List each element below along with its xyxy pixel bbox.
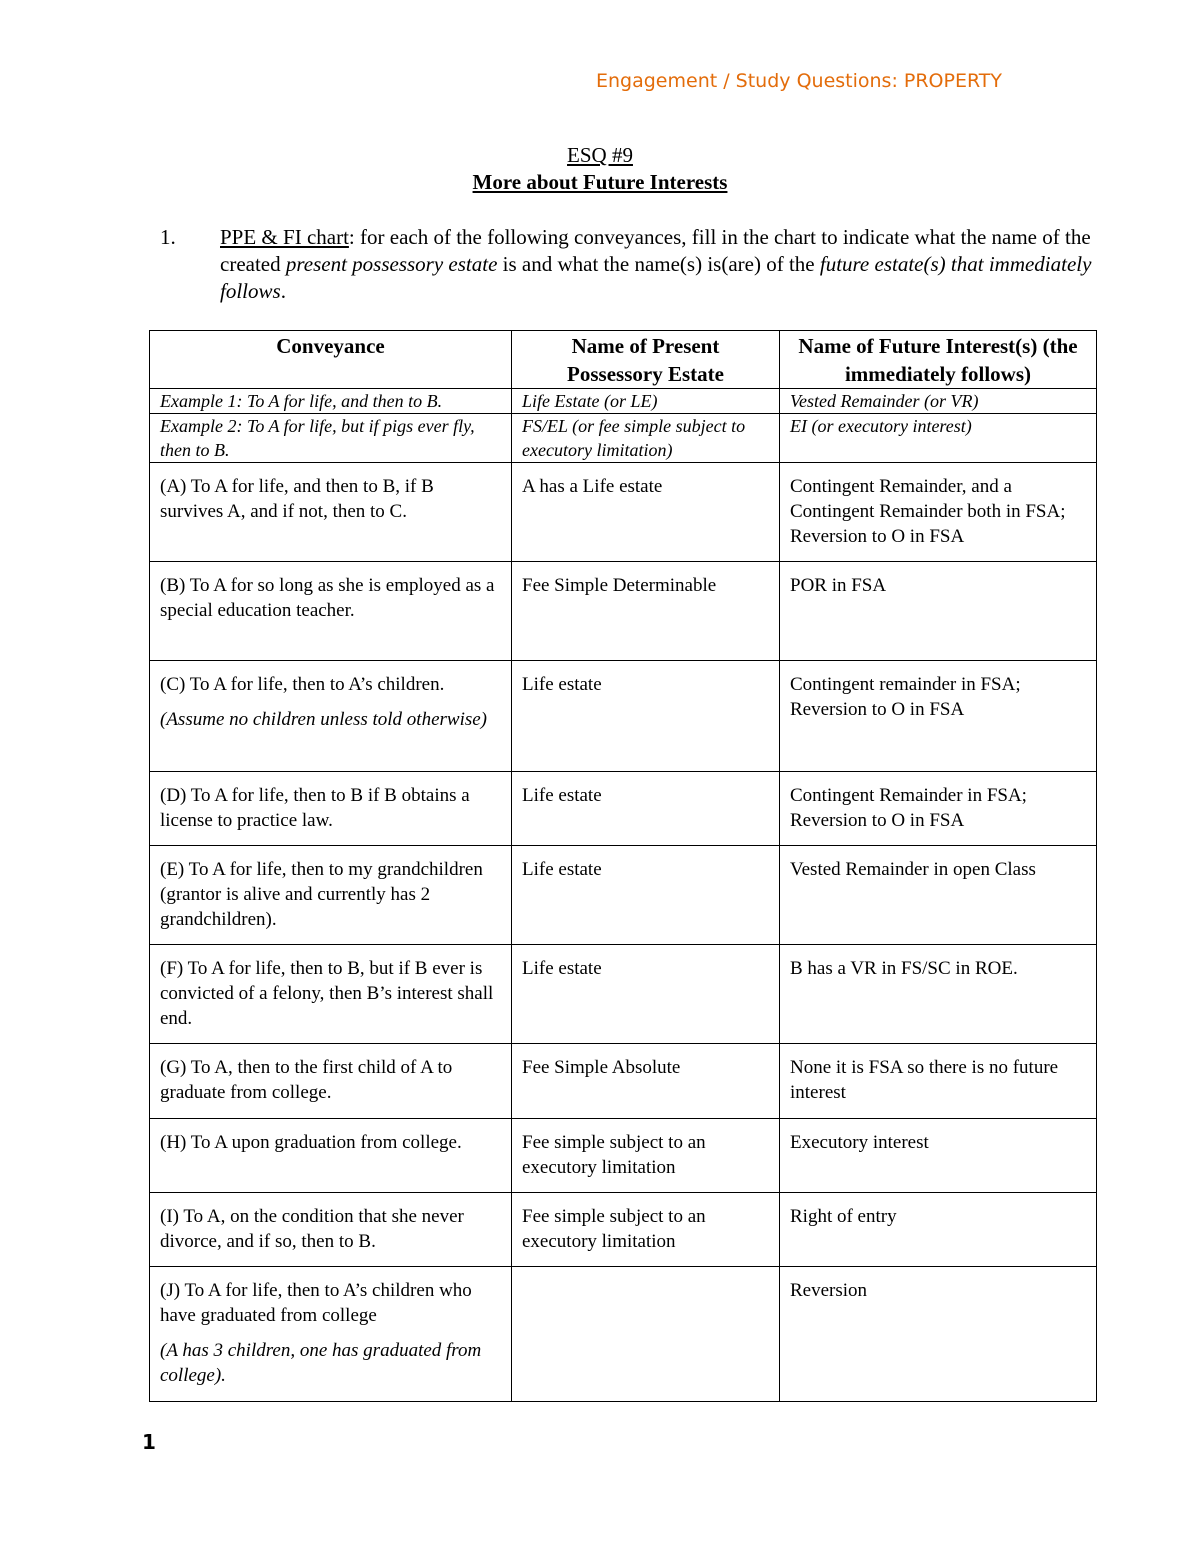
conveyance-cell xyxy=(150,1044,512,1119)
future-interest-cell: Contingent remainder in FSA; Reversion to O in FSA xyxy=(780,661,1097,772)
example-future: Vested Remainder (or VR) xyxy=(780,389,1097,414)
future-interest-cell: Right of entry xyxy=(780,1193,1097,1267)
table-row xyxy=(150,1193,1097,1267)
conveyance-cell xyxy=(150,945,512,1044)
conveyance-cell xyxy=(150,772,512,846)
present-estate-cell: Fee simple subject to an executory limitation xyxy=(512,1193,780,1267)
question-1 xyxy=(160,224,1100,305)
conveyance-cell xyxy=(150,463,512,562)
conveyance-cell xyxy=(150,1193,512,1267)
conveyance-note: (A has 3 children, one has graduated from college). xyxy=(160,1340,482,1386)
future-interest-cell: Executory interest xyxy=(780,1119,1097,1193)
table-header-row xyxy=(150,331,1097,389)
present-estate-cell: Life estate xyxy=(512,846,780,945)
conveyance-text: (D) To A for life, then to B if B obtains a license to practice law. xyxy=(160,785,470,831)
example-row xyxy=(150,414,1097,463)
conveyance-cell xyxy=(150,1267,512,1402)
table-row xyxy=(150,772,1097,846)
ppe-fi-chart xyxy=(149,330,1097,1402)
header-present-estate: Name of Present Possessory Estate xyxy=(512,331,780,389)
question-label: PPE & FI chart xyxy=(220,225,349,249)
question-emphasis-future: future estate(s) that immediately follows xyxy=(220,252,1092,303)
conveyance-cell xyxy=(150,661,512,772)
future-interest-cell: Contingent Remainder, and a Contingent Remainder both in FSA; Reversion to O in FSA xyxy=(780,463,1097,562)
example-present: FS/EL (or fee simple subject to executory limitation) xyxy=(512,414,780,463)
conveyance-text: (J) To A for life, then to A’s children who have graduated from college xyxy=(160,1280,472,1326)
table-row xyxy=(150,1044,1097,1119)
conveyance-text: (C) To A for life, then to A’s children. xyxy=(160,674,445,695)
conveyance-text: (A) To A for life, and then to B, if B survives A, and if not, then to C. xyxy=(160,476,434,522)
conveyance-note: (Assume no children unless told otherwise) xyxy=(160,709,488,730)
question-text-b: is and what the name(s) is(are) of the xyxy=(497,252,820,276)
question-emphasis-present: present possessory estate xyxy=(285,252,498,276)
page-number: 1 xyxy=(142,1430,156,1454)
conveyance-cell xyxy=(150,1119,512,1193)
document-number: ESQ #9 xyxy=(567,143,633,167)
table-row xyxy=(150,1267,1097,1402)
present-estate-cell xyxy=(512,1267,780,1402)
future-interest-cell: None it is FSA so there is no future interest xyxy=(780,1044,1097,1119)
conveyance-text: (B) To A for so long as she is employed as a special education teacher. xyxy=(160,575,495,621)
header-future-interest: Name of Future Interest(s) (the immediately follows) xyxy=(780,331,1097,389)
example-conveyance: Example 2: To A for life, but if pigs ever fly, then to B. xyxy=(150,414,512,463)
conveyance-cell xyxy=(150,846,512,945)
conveyance-text: (I) To A, on the condition that she never divorce, and if so, then to B. xyxy=(160,1206,464,1252)
header-conveyance: Conveyance xyxy=(150,331,512,389)
present-estate-cell: Life estate xyxy=(512,661,780,772)
table-row xyxy=(150,661,1097,772)
conveyance-text: (F) To A for life, then to B, but if B ever is convicted of a felony, then B’s interest shall end. xyxy=(160,958,494,1029)
example-row xyxy=(150,389,1097,414)
present-estate-cell: Life estate xyxy=(512,772,780,846)
table-row xyxy=(150,1119,1097,1193)
future-interest-cell: Vested Remainder in open Class xyxy=(780,846,1097,945)
future-interest-cell: Reversion xyxy=(780,1267,1097,1402)
present-estate-cell: Fee simple subject to an executory limitation xyxy=(512,1119,780,1193)
question-number: 1. xyxy=(160,225,176,249)
document-header: Engagement / Study Questions: PROPERTY xyxy=(596,70,1002,92)
future-interest-cell: POR in FSA xyxy=(780,562,1097,661)
table-row xyxy=(150,846,1097,945)
table-row xyxy=(150,463,1097,562)
table-row xyxy=(150,945,1097,1044)
conveyance-cell xyxy=(150,562,512,661)
question-text-a: : for each of the following conveyances, fill in the chart to indicate what the name of the created xyxy=(220,225,1091,276)
future-interest-cell: Contingent Remainder in FSA; Reversion to O in FSA xyxy=(780,772,1097,846)
table-row xyxy=(150,562,1097,661)
conveyance-text: (E) To A for life, then to my grandchildren (grantor is alive and currently has 2 grandchildren). xyxy=(160,859,483,930)
example-future: EI (or executory interest) xyxy=(780,414,1097,463)
conveyance-text: (G) To A, then to the first child of A to graduate from college. xyxy=(160,1057,453,1103)
present-estate-cell: Life estate xyxy=(512,945,780,1044)
present-estate-cell: Fee Simple Determinable xyxy=(512,562,780,661)
question-text-c: . xyxy=(280,279,286,303)
document-title: More about Future Interests xyxy=(472,170,728,194)
example-conveyance: Example 1: To A for life, and then to B. xyxy=(150,389,512,414)
example-present: Life Estate (or LE) xyxy=(512,389,780,414)
question-text xyxy=(220,224,1100,305)
present-estate-cell: A has a Life estate xyxy=(512,463,780,562)
present-estate-cell: Fee Simple Absolute xyxy=(512,1044,780,1119)
future-interest-cell: B has a VR in FS/SC in ROE. xyxy=(780,945,1097,1044)
conveyance-text: (H) To A upon graduation from college. xyxy=(160,1132,462,1153)
